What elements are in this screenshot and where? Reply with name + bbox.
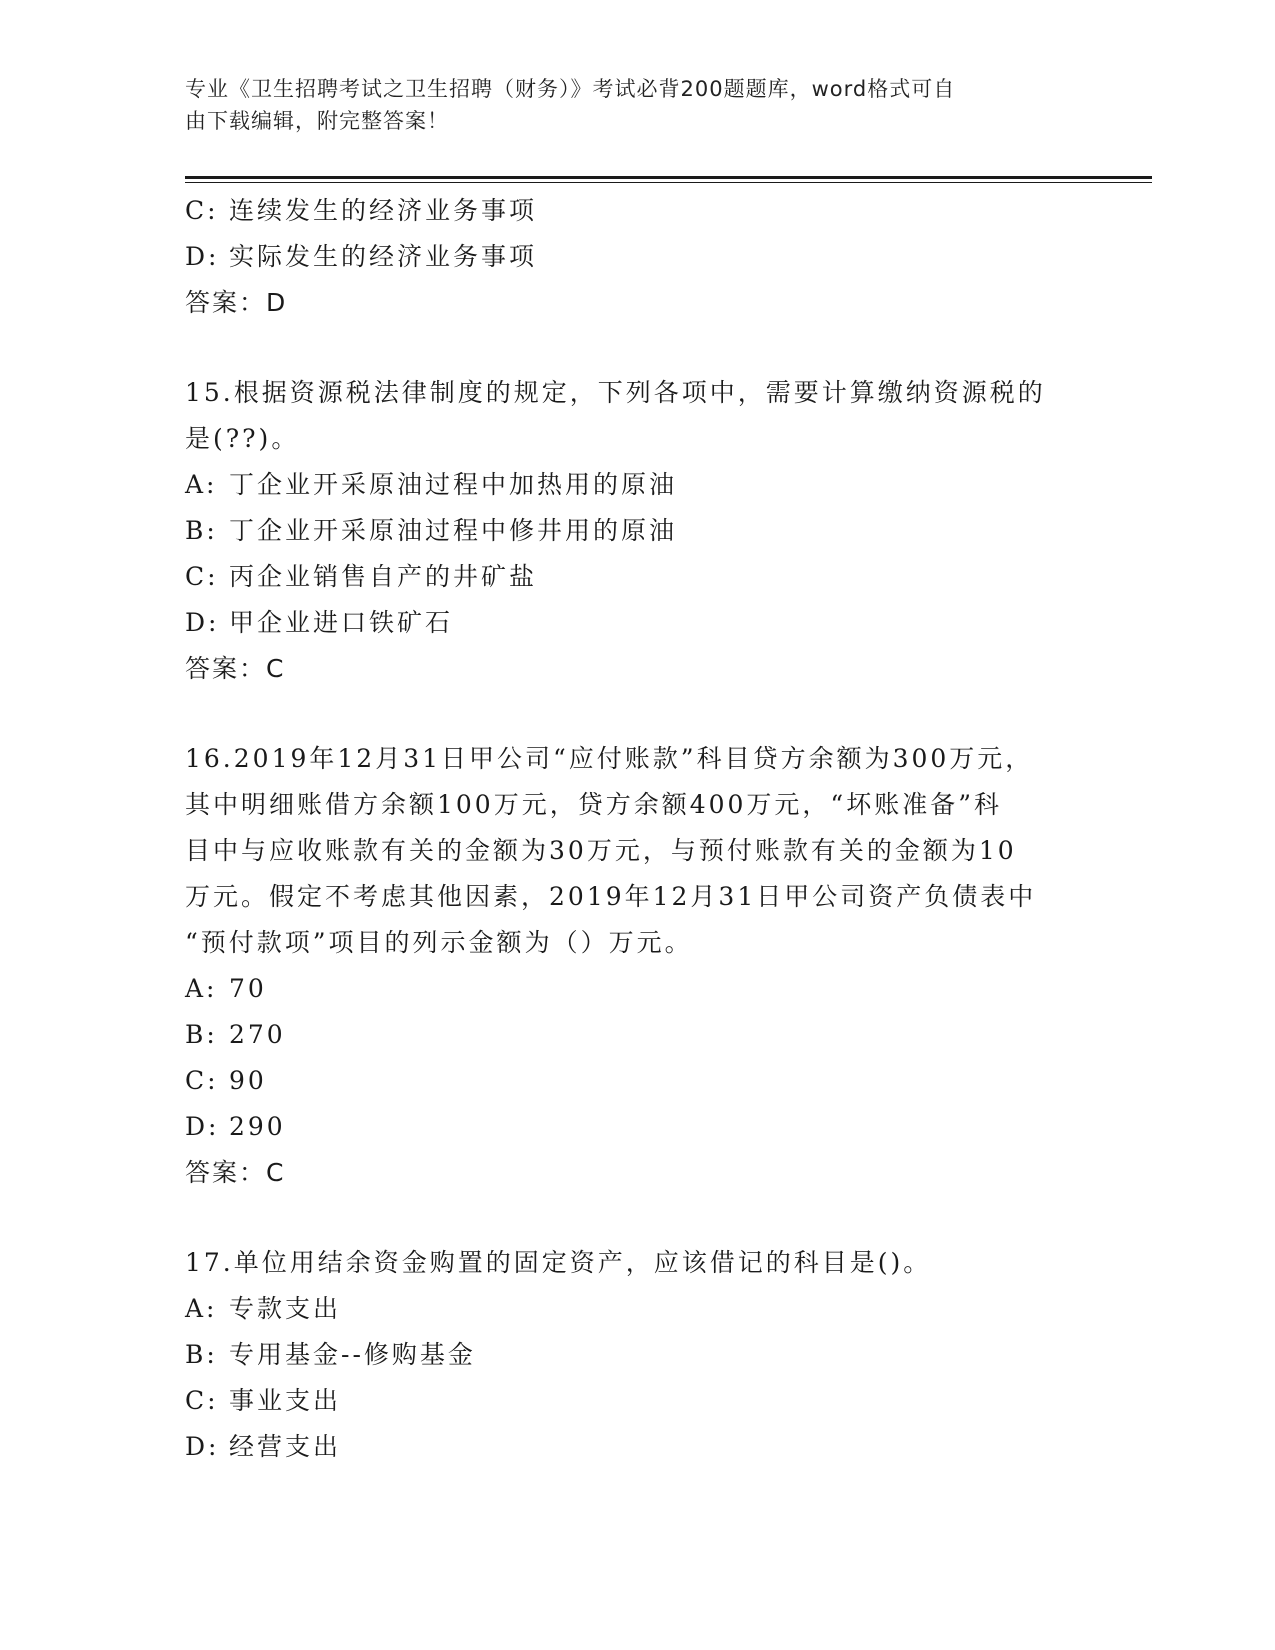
question-15 xyxy=(185,370,1085,692)
option-item: D: 甲企业进口铁矿石 xyxy=(185,608,454,637)
question-17 xyxy=(185,1240,1085,1470)
question-text-line: 16.2019年12月31日甲公司“应付账款”科目贷方余额为300万元， xyxy=(185,744,1034,773)
header-rule-thin xyxy=(185,182,1152,183)
option-item: A: 70 xyxy=(185,974,267,1003)
option-item: B: 专用基金--修购基金 xyxy=(185,1340,476,1369)
option-item: B: 270 xyxy=(185,1020,286,1049)
question-text-line: 目中与应收账款有关的金额为30万元，与预付账款有关的金额为10 xyxy=(185,836,1017,865)
option-item: C: 丙企业销售自产的井矿盐 xyxy=(185,562,538,591)
answer-line: 答案：C xyxy=(185,1158,286,1187)
answer-line: 答案：D xyxy=(185,288,288,317)
header-line-2: 由下载编辑，附完整答案！ xyxy=(185,109,449,133)
question-text-line: 其中明细账借方余额100万元，贷方余额400万元，“坏账准备”科 xyxy=(185,790,1002,819)
document-content xyxy=(185,188,1085,1470)
option-item: C: 90 xyxy=(185,1066,267,1095)
option-item: B: 丁企业开采原油过程中修井用的原油 xyxy=(185,516,678,545)
header-line-1: 专业《卫生招聘考试之卫生招聘（财务）》考试必背200题题库，word格式可自 xyxy=(185,77,956,101)
question-text-line: “预付款项”项目的列示金额为（）万元。 xyxy=(185,928,693,957)
question-text-line: 是(??)。 xyxy=(185,424,300,453)
option-item: A: 丁企业开采原油过程中加热用的原油 xyxy=(185,470,678,499)
option-item: D: 290 xyxy=(185,1112,286,1141)
document-header xyxy=(185,73,1065,137)
question-text-line: 15.根据资源税法律制度的规定，下列各项中，需要计算缴纳资源税的 xyxy=(185,378,1046,407)
question-text-line: 17.单位用结余资金购置的固定资产，应该借记的科目是()。 xyxy=(185,1248,932,1277)
option-item: C: 连续发生的经济业务事项 xyxy=(185,196,538,225)
option-item: D: 实际发生的经济业务事项 xyxy=(185,242,538,271)
option-item: C: 事业支出 xyxy=(185,1386,342,1415)
question-text-line: 万元。假定不考虑其他因素，2019年12月31日甲公司资产负债表中 xyxy=(185,882,1037,911)
question-16 xyxy=(185,736,1085,1196)
answer-line: 答案：C xyxy=(185,654,286,683)
header-rule-thick xyxy=(185,176,1152,179)
carryover-block xyxy=(185,188,1085,326)
option-item: D: 经营支出 xyxy=(185,1432,342,1461)
option-item: A: 专款支出 xyxy=(185,1294,342,1323)
